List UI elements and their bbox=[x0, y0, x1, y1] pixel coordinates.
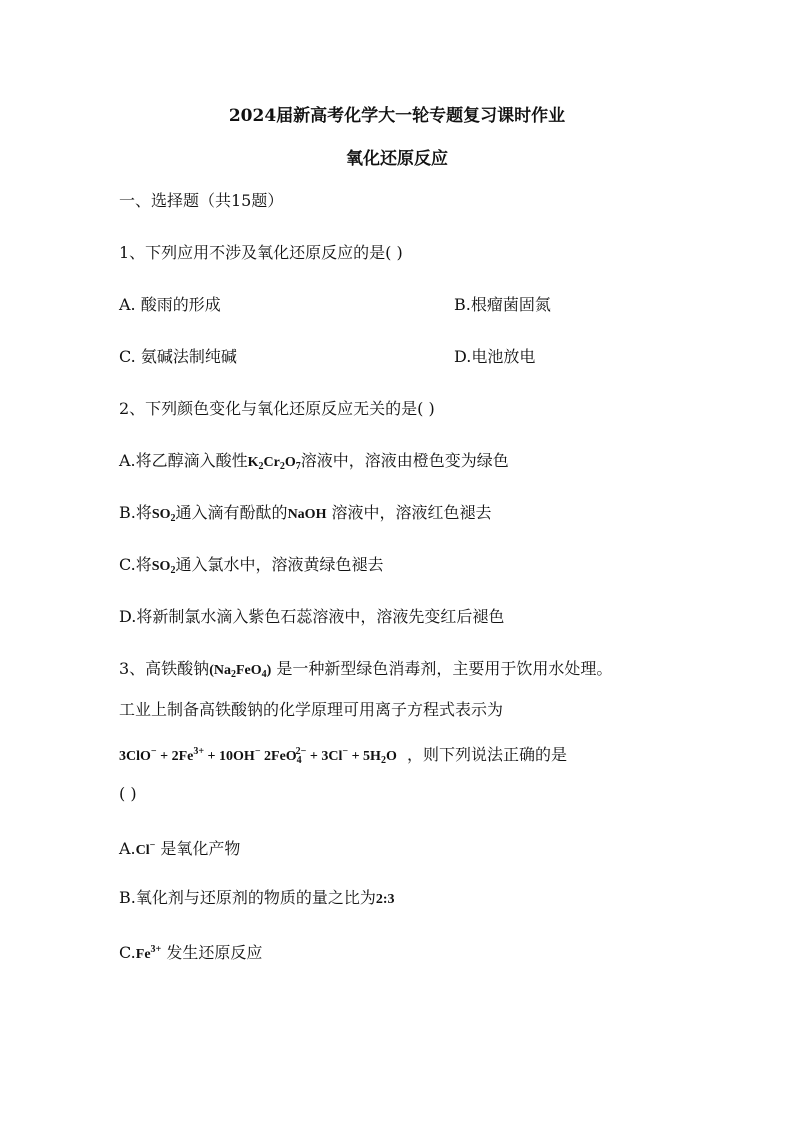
formula-na2feo4: $(Na_2FeO_4)$ bbox=[209, 663, 272, 680]
question-2-option-b: B.将$SO_2$通入滴有酚酞的NaOH 溶液中，溶液红色褪去 bbox=[119, 503, 492, 524]
question-1-options-row-1 bbox=[119, 294, 679, 316]
formula-k2cr2o7: $K_2Cr_2O_7$ bbox=[247, 455, 301, 472]
formula-so2: $SO_2$ bbox=[151, 559, 176, 576]
question-3-equation: $3ClO^- + 2Fe^{3+} + 10OH^-$ $2FeO_4^{2-} + 3Cl^- + 5H_2O$ ，则下列说法正确的是 bbox=[119, 745, 568, 766]
page-subtitle: 氧化还原反应 bbox=[346, 149, 448, 169]
question-2-option-a: A.将乙醇滴入酸性$K_2Cr_2O_7$溶液中，溶液由橙色变为绿色 bbox=[119, 451, 509, 472]
question-1-option-a: A. 酸雨的形成 bbox=[119, 295, 221, 314]
section-heading: 一、选择题（共15题） bbox=[119, 191, 284, 210]
question-1-option-b: B.根瘤菌固氮 bbox=[454, 295, 551, 314]
formula-so2: $SO_2$ bbox=[151, 507, 176, 524]
question-3-option-c: $C.Fe^{3+}$ 发生还原反应 bbox=[119, 943, 263, 962]
question-3-stem-line-2: 工业上制备高铁酸钠的化学原理可用离子方程式表示为 bbox=[119, 700, 504, 719]
formula-cl-ion: Cl− bbox=[135, 840, 156, 858]
question-1-option-c: C. 氨碱法制纯碱 bbox=[119, 347, 237, 366]
question-2-option-c: C.将$SO_2$通入氯水中，溶液黄绿色褪去 bbox=[119, 555, 384, 576]
page-title: 2024届新高考化学大一轮专题复习课时作业 bbox=[228, 106, 566, 126]
question-2-option-d: D.将新制氯水滴入紫色石蕊溶液中，溶液先变红后褪色 bbox=[119, 607, 505, 626]
question-1-stem: 1、下列应用不涉及氧化还原反应的是( ) bbox=[119, 243, 403, 262]
question-1-option-d: D.电池放电 bbox=[454, 347, 536, 366]
question-3-stem: 3、高铁酸钠$(Na_2FeO_4)$ 是一种新型绿色消毒剂，主要用于饮用水处理。 bbox=[119, 659, 613, 680]
question-3-answer-paren: ( ) bbox=[119, 784, 137, 803]
formula-fe3-ion: $Fe^{3+}$ bbox=[135, 944, 162, 962]
question-3-option-b: B.氧化剂与还原剂的物质的量之比为2:3 bbox=[119, 888, 395, 907]
question-3-option-a: A.Cl− 是氧化产物 bbox=[119, 839, 241, 858]
formula-naoh: NaOH bbox=[287, 507, 327, 522]
ionic-equation: $3ClO^- + 2Fe^{3+} + 10OH^-$ $2FeO_4^{2-} + 3Cl^- + 5H_2O$ bbox=[119, 746, 397, 766]
ratio-value: 2:3 bbox=[375, 892, 395, 907]
question-1-options-row-2 bbox=[119, 346, 679, 368]
question-2-stem: 2、下列颜色变化与氧化还原反应无关的是( ) bbox=[119, 399, 435, 418]
